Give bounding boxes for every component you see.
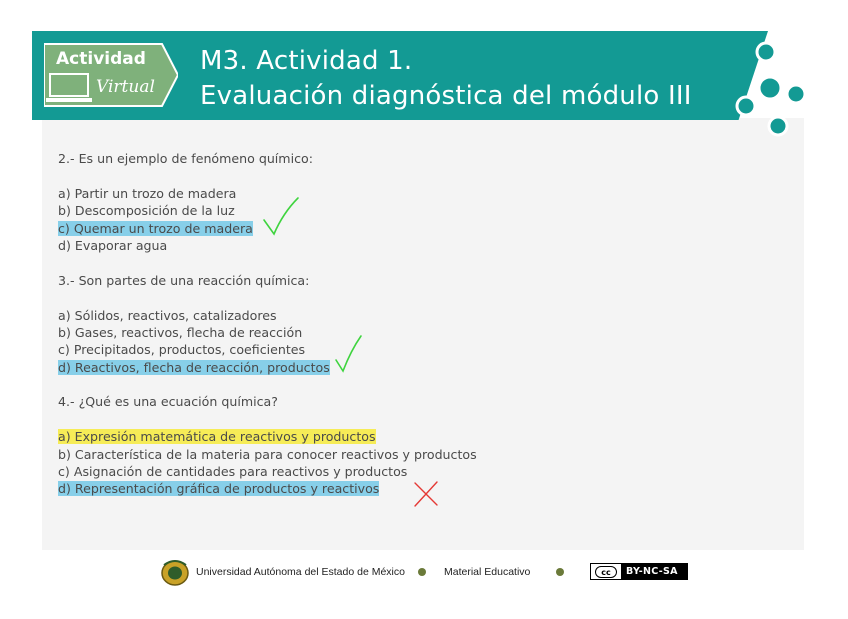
question-3-prompt: 3.- Son partes de una reacción química: [58, 272, 310, 288]
molecule-icon [722, 40, 822, 140]
question-2-option-b: b) Descomposición de la luz [58, 203, 235, 219]
question-4-option-c: c) Asignación de cantidades para reactivos y productos [58, 464, 408, 480]
page-title [200, 44, 692, 114]
question-2-option-c: c) Quemar un trozo de madera [58, 220, 253, 236]
question-2-option-a: a) Partir un trozo de madera [58, 185, 237, 201]
green-check-icon [334, 334, 364, 374]
question-2-prompt: 2.- Es un ejemplo de fenómeno químico: [58, 151, 313, 166]
question-4-option-b: b) Característica de la materia para conocer reactivos y productos [58, 446, 477, 462]
license-label: BY-NC-SA [626, 566, 678, 577]
footer-separator-dot [418, 568, 426, 576]
question-3-option-a: a) Sólidos, reactivos, catalizadores [58, 307, 277, 323]
cc-license-badge [590, 563, 688, 580]
question-4-option-d: d) Representación gráfica de productos y reactivos [58, 481, 380, 497]
title-line-1: M3. Actividad 1. [200, 46, 413, 76]
badge-subtitle: Virtual [96, 77, 155, 97]
footer-separator-dot [556, 568, 564, 576]
cc-icon [591, 564, 621, 579]
university-name: Universidad Autónoma del Estado de México [196, 566, 405, 578]
question-3-option-d: d) Reactivos, flecha de reacción, productos [58, 359, 330, 375]
green-check-icon [262, 196, 302, 238]
uaem-seal-logo [160, 559, 190, 587]
actividad-virtual-badge [44, 42, 178, 108]
title-line-2: Evaluación diagnóstica del módulo III [200, 81, 692, 111]
question-3-option-c: c) Precipitados, productos, coeficientes [58, 342, 306, 358]
question-4-option-a: a) Expresión matemática de reactivos y productos [58, 429, 376, 445]
material-label: Material Educativo [444, 566, 531, 578]
cc-icon-label: cc [595, 566, 617, 578]
question-4-prompt: 4.- ¿Qué es una ecuación química? [58, 394, 278, 410]
red-x-icon [412, 480, 440, 508]
question-3-option-b: b) Gases, reactivos, flecha de reacción [58, 324, 303, 340]
badge-title: Actividad [56, 49, 146, 69]
question-2-option-d: d) Evaporar agua [58, 237, 168, 253]
